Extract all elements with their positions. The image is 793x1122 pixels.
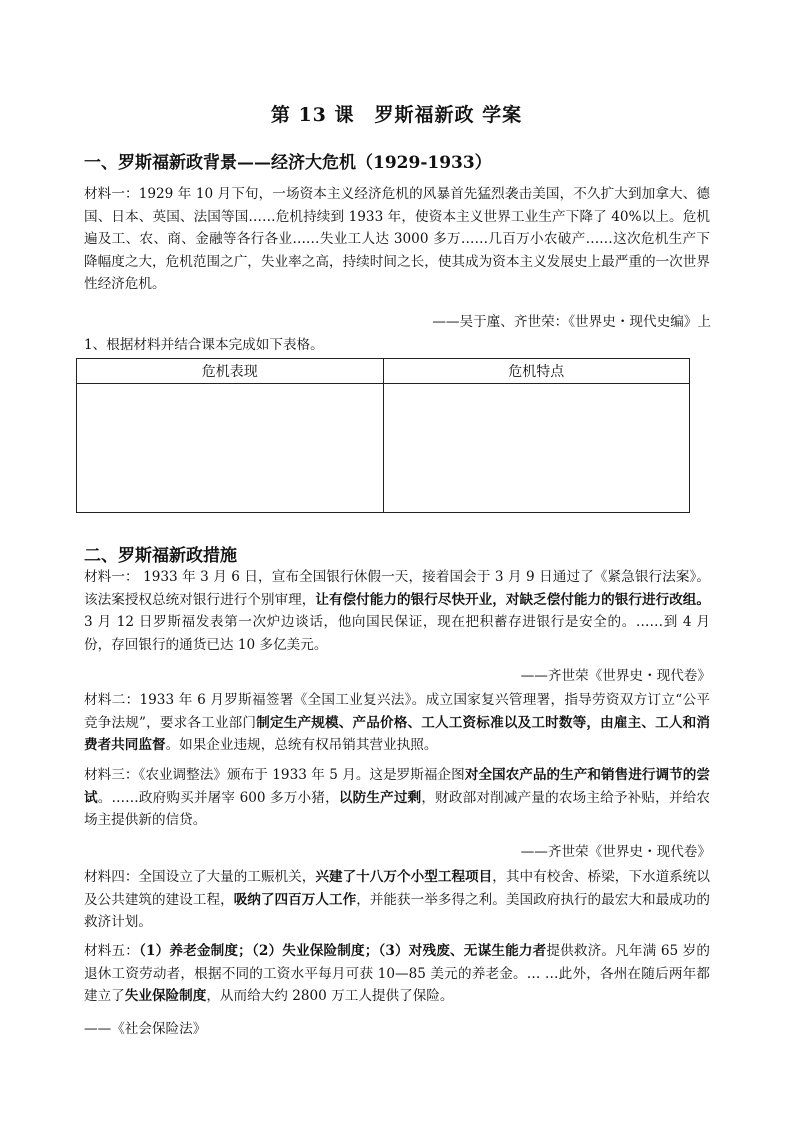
table-header-row xyxy=(77,359,690,384)
section2-heading: 二、罗斯福新政措施 xyxy=(84,546,237,566)
material-1-source: ——齐世荣《世界史・现代卷》 xyxy=(520,668,711,684)
section1-heading: 一、罗斯福新政背景——经济大危机（1929-1933） xyxy=(84,153,492,173)
table-row xyxy=(77,384,690,513)
material-5: 材料五：（1）养老金制度；（2）失业保险制度；（3）对残废、无谋生能力者提供救济。凡年满 65 岁的退休工资劳动者，根据不同的工资水平每月可获 10—85 美元的养老金。… …此外，各州在随后两年都建立了失业保险制度，从而给大约 2800 万工人提供了保险。 xyxy=(84,943,710,1005)
task-instruction: 1、根据材料并结合课本完成如下表格。 xyxy=(84,337,324,353)
section1-source: ——吴于廑、齐世荣：《世界史・现代史编》上 xyxy=(432,314,711,330)
material-5-source: ——《社会保险法》 xyxy=(84,1021,207,1037)
table-header-manifestation: 危机表现 xyxy=(77,359,384,384)
material-2: 材料二：1933 年 6 月罗斯福签署《全国工业复兴法》。成立国家复兴管理署，指导劳资双方订立“公平竞争法规”，要求各工业部门制定生产规模、产品价格、工人工资标准以及工时数等，由雇主、工人和消费者共同监督。如果企业违规，总统有权吊销其营业执照。 xyxy=(84,692,711,754)
material-3-source: ——齐世荣《世界史・现代卷》 xyxy=(520,844,711,860)
crisis-table xyxy=(76,358,690,513)
table-header-characteristics: 危机特点 xyxy=(383,359,690,384)
table-cell-characteristics-answer[interactable] xyxy=(383,384,690,513)
section1-material: 材料一：1929 年 10 月下旬，一场资本主义经济危机的风暴首先猛烈袭击美国，不久扩大到加拿大、德国、日本、英国、法国等国……危机持续到 1933 年，使资本主义世界工业生产下降了 40%以上。危机遍及工、农、商、金融等各行各业……失业工人达 3000 多万……几百万小农破产……这次危机生产下降幅度之大，危机范围之广，失业率之高，持续时间之长，使其成为资本主义发展史上最严重的一次世界性经济危机。 xyxy=(84,186,710,293)
material-3: 材料三：《农业调整法》颁布于 1933 年 5 月。这是罗斯福企图对全国农产品的生产和销售进行调节的尝试。……政府购买并屠宰 600 多万小猪，以防生产过剩，财政部对削减产量的农场主给予补贴，并给农场主提供新的信贷。 xyxy=(84,767,711,829)
table-cell-manifestation-answer[interactable] xyxy=(77,384,384,513)
page-title: 第 13 课 罗斯福新政 学案 xyxy=(270,104,523,126)
material-4: 材料四：全国设立了大量的工赈机关，兴建了十八万个小型工程项目，其中有校舍、桥梁，下水道系统以及公共建筑的建设工程，吸纳了四百万人工作，并能获一举多得之利。美国政府执行的最宏大和最成功的救济计划。 xyxy=(84,869,711,931)
material-1: 材料一： 1933 年 3 月 6 日，宣布全国银行休假一天，接着国会于 3 月 9 日通过了《紧急银行法案》。该法案授权总统对银行进行个别审理，让有偿付能力的银行尽快开业，对缺乏偿付能力的银行进行改组。3 月 12 日罗斯福发表第一次炉边谈话，他向国民保证，现在把积蓄存进银行是安全的。……到 4 月份，存回银行的通货已达 10 多亿美元。 xyxy=(84,569,711,653)
